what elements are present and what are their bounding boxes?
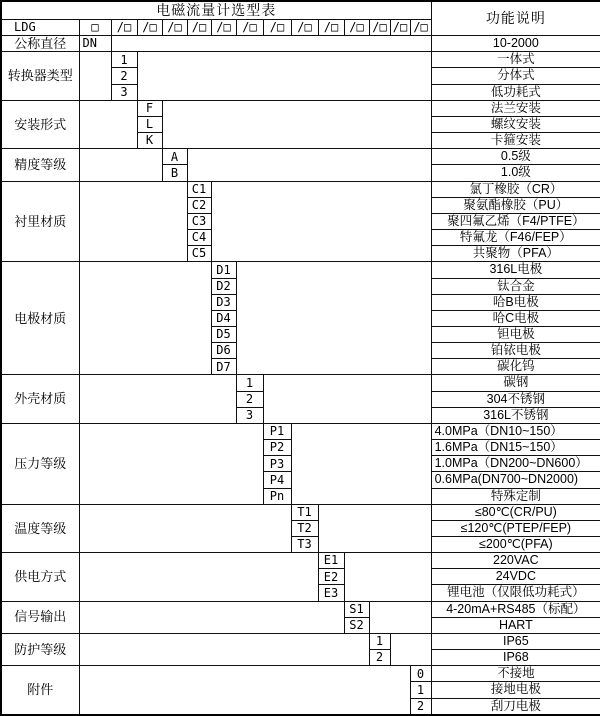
- model-prefix: LDG: [1, 20, 79, 36]
- model-slot-cell: /□: [137, 20, 162, 36]
- option-desc-cell: 氯丁橡胶（CR）: [431, 181, 600, 197]
- option-code-cell: F: [137, 100, 162, 116]
- spacer-cell: [79, 553, 318, 601]
- option-desc-cell: 316L不锈钢: [431, 407, 600, 423]
- option-desc-cell: ≤120℃(PTEP/FEP): [431, 520, 600, 536]
- spacer-cell: [369, 601, 431, 633]
- spacer-cell: [344, 553, 431, 601]
- option-desc-cell: 316L电极: [431, 262, 600, 278]
- option-code-cell: E3: [318, 585, 344, 601]
- option-code-cell: D1: [211, 262, 236, 278]
- option-desc-cell: ≤200℃(PFA): [431, 537, 600, 553]
- option-desc-cell: ≤80℃(CR/PU): [431, 504, 600, 520]
- model-slot-cell: /□: [369, 20, 390, 36]
- dn-code-cell: DN: [79, 35, 111, 52]
- option-code-cell: E1: [318, 553, 344, 569]
- option-desc-cell: 钽电极: [431, 326, 600, 342]
- option-code-cell: 2: [111, 68, 137, 84]
- option-desc-cell: 钛合金: [431, 278, 600, 294]
- group-label-protection: 防护等级: [1, 633, 79, 665]
- model-slot-cell: /□: [187, 20, 211, 36]
- group-label-accuracy: 精度等级: [1, 149, 79, 181]
- option-code-cell: 1: [111, 52, 137, 68]
- spacer-cell: [79, 149, 162, 181]
- option-desc-cell: 4.0MPa（DN10~150）: [431, 423, 600, 439]
- option-desc-cell: 4-20mA+RS485（标配）: [431, 601, 600, 617]
- spacer-cell: [390, 633, 431, 665]
- option-code-cell: A: [162, 149, 187, 165]
- option-desc-cell: 锂电池（仅限低功耗式）: [431, 585, 600, 601]
- option-desc-cell: 法兰安装: [431, 100, 600, 116]
- option-code-cell: E2: [318, 569, 344, 585]
- option-code-cell: P2: [263, 440, 291, 456]
- option-code-cell: P3: [263, 456, 291, 472]
- option-code-cell: P4: [263, 472, 291, 488]
- spacer-cell: [79, 601, 344, 633]
- group-label-temperature: 温度等级: [1, 504, 79, 552]
- group-label-pressure: 压力等级: [1, 423, 79, 504]
- group-label-housing: 外壳材质: [1, 375, 79, 423]
- option-code-cell: T3: [291, 537, 318, 553]
- option-desc-cell: 1.0级: [431, 165, 600, 181]
- option-code-cell: 3: [236, 407, 263, 423]
- option-code-cell: C3: [187, 213, 211, 229]
- spacer-cell: [79, 100, 137, 148]
- option-code-cell: T1: [291, 504, 318, 520]
- option-desc-cell: 分体式: [431, 68, 600, 84]
- spacer-cell: [79, 666, 410, 715]
- option-desc-cell: 哈C电极: [431, 310, 600, 326]
- model-slot-cell: /□: [162, 20, 187, 36]
- spacer-cell: [211, 181, 431, 262]
- group-label-accessories: 附件: [1, 666, 79, 715]
- option-desc-cell: 刮刀电极: [431, 698, 600, 715]
- spacer-cell: [263, 375, 431, 423]
- option-code-cell: D6: [211, 343, 236, 359]
- option-code-cell: P1: [263, 423, 291, 439]
- option-code-cell: 0: [410, 666, 431, 682]
- option-desc-cell: 低功耗式: [431, 84, 600, 100]
- option-code-cell: S1: [344, 601, 369, 617]
- spacer-cell: [291, 423, 431, 504]
- dn-desc-cell: 10-2000: [431, 35, 600, 52]
- option-code-cell: C5: [187, 246, 211, 262]
- option-desc-cell: 0.6MPa(DN700~DN2000): [431, 472, 600, 488]
- option-desc-cell: 一体式: [431, 52, 600, 68]
- option-desc-cell: 304不锈钢: [431, 391, 600, 407]
- spacer-cell: [79, 181, 187, 262]
- group-label-dn: 公称直径: [1, 35, 79, 52]
- spacer-cell: [137, 52, 431, 100]
- option-desc-cell: 碳钢: [431, 375, 600, 391]
- group-label-lining: 衬里材质: [1, 181, 79, 262]
- option-desc-cell: 哈B电极: [431, 294, 600, 310]
- option-desc-cell: 特殊定制: [431, 488, 600, 504]
- model-slot-cell: /□: [410, 20, 431, 36]
- model-slot-cell: /□: [318, 20, 344, 36]
- option-code-cell: C2: [187, 197, 211, 213]
- option-desc-cell: 共聚物（PFA）: [431, 246, 600, 262]
- model-slot-cell: /□: [291, 20, 318, 36]
- option-desc-cell: 220VAC: [431, 553, 600, 569]
- group-label-converter-type: 转换器类型: [1, 52, 79, 100]
- option-code-cell: 3: [111, 84, 137, 100]
- option-desc-cell: 碳化钨: [431, 359, 600, 375]
- spacer-cell: [111, 35, 431, 52]
- spacer-cell: [162, 100, 431, 148]
- option-desc-cell: IP68: [431, 650, 600, 666]
- model-box-cell: □: [79, 20, 111, 36]
- option-desc-cell: 不接地: [431, 666, 600, 682]
- option-code-cell: C1: [187, 181, 211, 197]
- option-desc-cell: 24VDC: [431, 569, 600, 585]
- option-desc-cell: IP65: [431, 633, 600, 649]
- model-slot-cell: /□: [344, 20, 369, 36]
- option-code-cell: 2: [410, 698, 431, 715]
- option-code-cell: T2: [291, 520, 318, 536]
- spacer-cell: [318, 504, 431, 552]
- spacer-cell: [79, 633, 369, 665]
- group-label-power-supply: 供电方式: [1, 553, 79, 601]
- option-desc-cell: 接地电极: [431, 682, 600, 698]
- option-code-cell: 1: [410, 682, 431, 698]
- option-code-cell: 2: [369, 650, 390, 666]
- option-code-cell: 1: [236, 375, 263, 391]
- option-desc-cell: HART: [431, 617, 600, 633]
- option-desc-cell: 聚氨酯橡胶（PU）: [431, 197, 600, 213]
- spacer-cell: [236, 262, 431, 375]
- option-desc-cell: 特氟龙（F46/FEP）: [431, 230, 600, 246]
- option-desc-cell: 卡箍安装: [431, 133, 600, 149]
- table-title: 电磁流量计选型表: [1, 1, 431, 20]
- spacer-cell: [79, 504, 291, 552]
- spacer-cell: [79, 375, 236, 423]
- spacer-cell: [79, 262, 211, 375]
- option-desc-cell: 1.0MPa（DN200~DN600）: [431, 456, 600, 472]
- group-label-installation: 安装形式: [1, 100, 79, 148]
- function-column-header: 功能说明: [431, 1, 600, 35]
- model-slot-cell: /□: [390, 20, 410, 36]
- option-desc-cell: 螺纹安装: [431, 116, 600, 132]
- group-label-signal-output: 信号输出: [1, 601, 79, 633]
- group-label-electrode: 电极材质: [1, 262, 79, 375]
- option-desc-cell: 0.5级: [431, 149, 600, 165]
- model-slot-cell: /□: [111, 20, 137, 36]
- spacer-cell: [79, 52, 111, 100]
- option-code-cell: D4: [211, 310, 236, 326]
- option-code-cell: D7: [211, 359, 236, 375]
- option-code-cell: C4: [187, 230, 211, 246]
- option-code-cell: S2: [344, 617, 369, 633]
- model-slot-cell: /□: [236, 20, 263, 36]
- model-slot-cell: /□: [263, 20, 291, 36]
- option-code-cell: D3: [211, 294, 236, 310]
- option-code-cell: D5: [211, 326, 236, 342]
- option-desc-cell: 1.6MPa（DN15~150）: [431, 440, 600, 456]
- spacer-cell: [187, 149, 431, 181]
- option-code-cell: B: [162, 165, 187, 181]
- option-desc-cell: 铂铱电极: [431, 343, 600, 359]
- option-code-cell: D2: [211, 278, 236, 294]
- spacer-cell: [79, 423, 263, 504]
- option-code-cell: 1: [369, 633, 390, 649]
- option-code-cell: Pn: [263, 488, 291, 504]
- model-slot-cell: /□: [211, 20, 236, 36]
- option-code-cell: K: [137, 133, 162, 149]
- option-code-cell: L: [137, 116, 162, 132]
- option-code-cell: 2: [236, 391, 263, 407]
- option-desc-cell: 聚四氟乙烯（F4/PTFE）: [431, 213, 600, 229]
